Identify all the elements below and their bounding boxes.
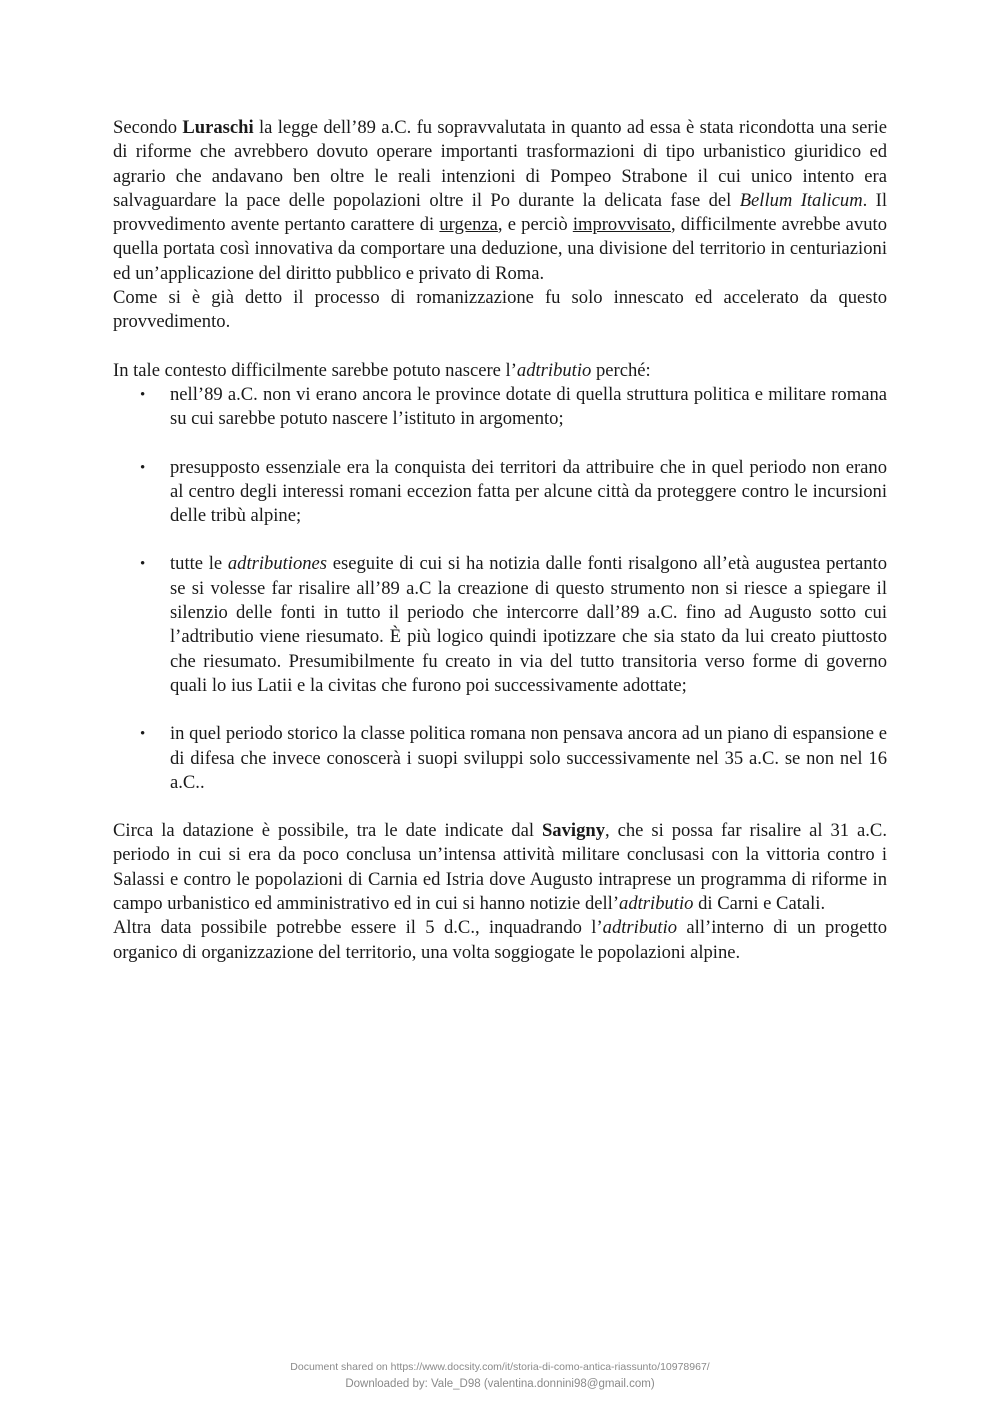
text-run: la legge dell’89 a.C. fu sopravvalutata in quanto ad essa è stata ricondotta una serie di riforme che avrebbero dovuto operare importanti trasformazioni di tipo urbanistico giuridico ed agrario che andavano ben oltre le reali intenzioni di Pompeo Strabone il cui unico intento era salvaguardare la pace delle popolazioni oltre il Po durante la delicata fase del <box>113 117 887 211</box>
paragraph-altra-data <box>113 916 887 965</box>
list-item-text: presupposto essenziale era la conquista dei territori da attribuire che in quel periodo non erano al centro degli interessi romani eccezion fatta per alcune città da proteggere contro le incursioni delle tribù alpine; <box>170 456 887 527</box>
bullet-icon: • <box>140 726 146 743</box>
bullet-list <box>113 383 887 795</box>
author-name-luraschi: Luraschi <box>182 117 254 138</box>
paragraph-contesto <box>113 359 887 383</box>
list-item <box>113 722 887 795</box>
text-run: di Carni e Catali. <box>693 893 826 915</box>
footer-shared-link[interactable]: Document shared on https://www.docsity.com/it/storia-di-como-antica-riassunto/10978967/ <box>290 1361 710 1373</box>
text-run: all’interno di un progetto organico di organizzazione del territorio, una volta soggiogate le popolazioni alpine. <box>113 917 888 963</box>
list-item <box>113 383 887 432</box>
italic-term: adtributio <box>602 917 678 939</box>
text-run: , che si possa far risalire al 31 a.C. periodo in cui si era da poco conclusa un’intensa attività militare conclusasi con la vittoria contro i Salassi e contro le popolazioni di Carnia ed Istria dove Augusto intraprese un programma di riforme in campo urbanistico ed amministrativo ed in cui si hanno notizie dell’ <box>113 820 887 915</box>
document-page <box>113 116 887 965</box>
bullet-icon: • <box>140 386 146 403</box>
list-item <box>113 456 887 529</box>
text-run: Circa la datazione è possibile, tra le date indicate dal <box>113 820 542 842</box>
text-run: , difficilmente avrebbe avuto quella portata così innovativa da comportare una deduzione, una divisione del territorio in centuriazioni ed un’applicazione del diritto pubblico e privato di Roma. <box>113 214 887 284</box>
italic-term: adtributio <box>619 893 694 915</box>
list-item-text: tutte le <box>170 553 228 575</box>
bullet-icon: • <box>140 459 146 476</box>
text-run: perché: <box>591 359 651 381</box>
text-run: Secondo <box>113 117 183 138</box>
list-item-text: in quel periodo storico la classe politica romana non pensava ancora ad un piano di espansione e di difesa che invece conoscerà i suopi sviluppi solo successivamente nel 35 a.C. se non nel 16 a.C.. <box>170 723 887 793</box>
list-item-text: nell’89 a.C. non vi erano ancora le province dotate di quella struttura politica e militare romana su cui sarebbe potuto nascere l’istituto in argomento; <box>170 383 887 430</box>
paragraph-datazione <box>113 819 887 916</box>
list-item-text: eseguite di cui si ha notizia dalle fonti risalgono all’età augustea pertanto se si volesse far risalire all’89 a.C la creazione di questo strumento non si riesce a spiegare il silenzio delle fonti in tutto il periodo che intercorre dall’89 a.C. fino ad Augusto sotto cui l’adtributio viene riesumato. È più logico quindi ipotizzare che sia stato da lui creato piuttosto che riesumato. Presumibilmente fu creato in via del tutto transitoria verso forme di governo quali lo ius Latii e la civitas che furono poi successivamente adottate; <box>170 553 887 696</box>
paragraph-romanizzazione: Come si è già detto il processo di romanizzazione fu solo innescato ed accelerato da questo provvedimento. <box>113 287 887 333</box>
spacer <box>113 795 887 819</box>
italic-term: adtributiones <box>227 553 328 575</box>
underlined-term: urgenza <box>439 214 498 236</box>
text-run: In tale contesto difficilmente sarebbe potuto nascere l’ <box>113 359 517 381</box>
text-run: Altra data possibile potrebbe essere il 5 d.C., inquadrando l’ <box>113 917 603 939</box>
italic-term: adtributio <box>516 359 592 381</box>
italic-term: Bellum Italicum <box>739 189 863 211</box>
bullet-icon: • <box>140 556 146 573</box>
text-run: . Il provvedimento avente pertanto carattere di <box>113 189 887 236</box>
footer-downloaded-by: Downloaded by: Vale_D98 (valentina.donnini98@gmail.com) <box>345 1378 655 1390</box>
underlined-term: improvvisato <box>572 214 671 236</box>
list-item <box>113 552 887 698</box>
paragraph-luraschi <box>113 116 887 286</box>
author-name-savigny: Savigny <box>541 820 606 842</box>
text-run: , e perciò <box>497 214 573 236</box>
spacer <box>113 335 887 359</box>
